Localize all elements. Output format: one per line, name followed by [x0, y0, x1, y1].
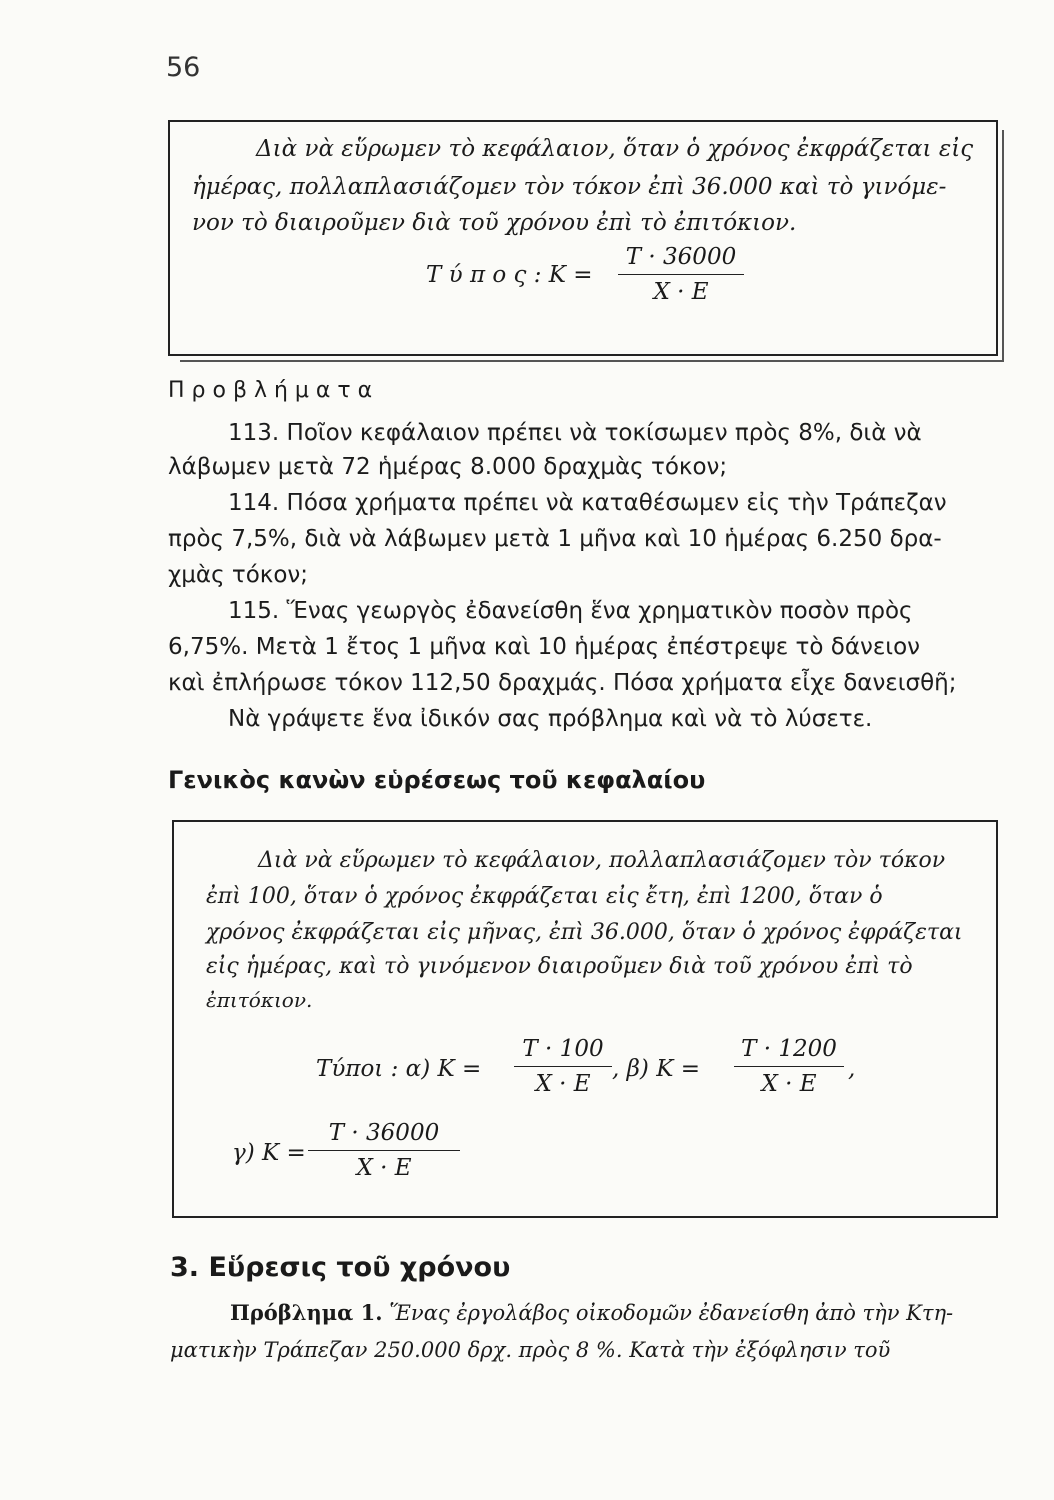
problem-text-1: Ἕνας ἐργολάβος οἰκοδομῶν ἐδανείσθη ἀπὸ τὴν Κτη- [389, 1301, 954, 1325]
formula-a-denominator: Χ · Ε [535, 1071, 591, 1097]
general-rule-line-4: εἰς ἡμέρας, καὶ τὸ γινόμενον διαιροῦμεν διὰ τοῦ χρόνου ἐπὶ τὸ [206, 954, 913, 979]
problem-114-line-1: 114. Πόσα χρήματα πρέπει νὰ καταθέσωμεν εἰς τὴν Τράπεζαν [228, 490, 947, 516]
formula-a [514, 1036, 612, 1097]
section-3-heading: 3. Εὕρεσις τοῦ χρόνου [170, 1252, 511, 1283]
rule-box-capital-days [168, 120, 998, 356]
problem-114-line-3: χμὰς τόκον; [168, 562, 309, 588]
problems-heading: Π ρ ο β λ ή μ α τ α [168, 378, 373, 403]
rule-box-general [172, 820, 998, 1218]
problem-115-line-1: 115. Ἕνας γεωργὸς ἐδανείσθη ἕνα χρηματικὸν ποσὸν πρὸς [228, 598, 913, 624]
formula-fraction [618, 244, 744, 305]
problem-113-line-2: λάβωμεν μετὰ 72 ἡμέρας 8.000 δραχμὰς τόκον; [168, 454, 728, 480]
formula-b-denominator: Χ · Ε [761, 1071, 817, 1097]
problem-label: Πρόβλημα 1. [230, 1300, 383, 1325]
problem-114-line-2: πρὸς 7,5%, διὰ νὰ λάβωμεν μετὰ 1 μῆνα καὶ 10 ἡμέρας 6.250 δρα- [168, 526, 942, 552]
general-rule-line-3: χρόνος ἐκφράζεται εἰς μῆνας, ἐπὶ 36.000, ὅταν ὁ χρόνος ἐφράζεται [206, 920, 963, 945]
formula-a-numerator: Τ · 100 [514, 1036, 612, 1067]
formula-label: Τ ύ π ο ς : Κ = [426, 262, 593, 288]
formula-b-label: , β) Κ = [612, 1056, 700, 1082]
formula-c-label: γ) Κ = [232, 1140, 306, 1166]
formula-numerator: Τ · 36000 [618, 244, 744, 275]
page-number: 56 [166, 52, 201, 83]
formula-b-numerator: Τ · 1200 [734, 1036, 844, 1067]
problem-115-line-2: 6,75%. Μετὰ 1 ἔτος 1 μῆνα καὶ 10 ἡμέρας ἐπέστρεψε τὸ δάνειον [168, 634, 920, 660]
general-rule-line-2: ἐπὶ 100, ὅταν ὁ χρόνος ἐκφράζεται εἰς ἔτη, ἐπὶ 1200, ὅταν ὁ [206, 884, 883, 909]
formula-c-denominator: Χ · Ε [356, 1155, 412, 1181]
formula-denominator: Χ · Ε [653, 279, 709, 305]
rule-line-2: ἡμέρας, πολλαπλασιάζομεν τὸν τόκον ἐπὶ 36.000 καὶ τὸ γινόμε- [192, 174, 947, 200]
own-problem-line: Νὰ γράψετε ἕνα ἰδικόν σας πρόβλημα καὶ νὰ τὸ λύσετε. [228, 706, 873, 732]
formula-c-numerator: Τ · 36000 [308, 1120, 460, 1151]
general-rule-line-5: ἐπιτόκιον. [206, 988, 313, 1012]
problem-113-line-1: 113. Ποῖον κεφάλαιον πρέπει νὰ τοκίσωμεν πρὸς 8%, διὰ νὰ [228, 420, 922, 446]
section-3-problem-line-2: ματικὴν Τράπεζαν 250.000 δρχ. πρὸς 8 %. Κατὰ τὴν ἐξόφλησιν τοῦ [170, 1338, 891, 1362]
formula-c [308, 1120, 460, 1181]
formula-b-tail: , [848, 1056, 856, 1082]
general-rule-heading: Γενικὸς κανὼν εὑρέσεως τοῦ κεφαλαίου [168, 766, 706, 794]
formula-b [734, 1036, 844, 1097]
general-rule-line-1: Διὰ νὰ εὕρωμεν τὸ κεφάλαιον, πολλαπλασιάζομεν τὸν τόκον [258, 848, 946, 873]
problem-115-line-3: καὶ ἐπλήρωσε τόκον 112,50 δραχμάς. Πόσα χρήματα εἶχε δανεισθῆ; [168, 670, 957, 696]
rule-line-3: νον τὸ διαιροῦμεν διὰ τοῦ χρόνου ἐπὶ τὸ ἐπιτόκιον. [192, 210, 797, 236]
rule-line-1: Διὰ νὰ εὕρωμεν τὸ κεφάλαιον, ὅταν ὁ χρόνος ἐκφράζεται εἰς [256, 136, 974, 162]
section-3-problem-line-1 [230, 1300, 953, 1325]
formulas-label: Τύποι : α) Κ = [316, 1056, 482, 1082]
